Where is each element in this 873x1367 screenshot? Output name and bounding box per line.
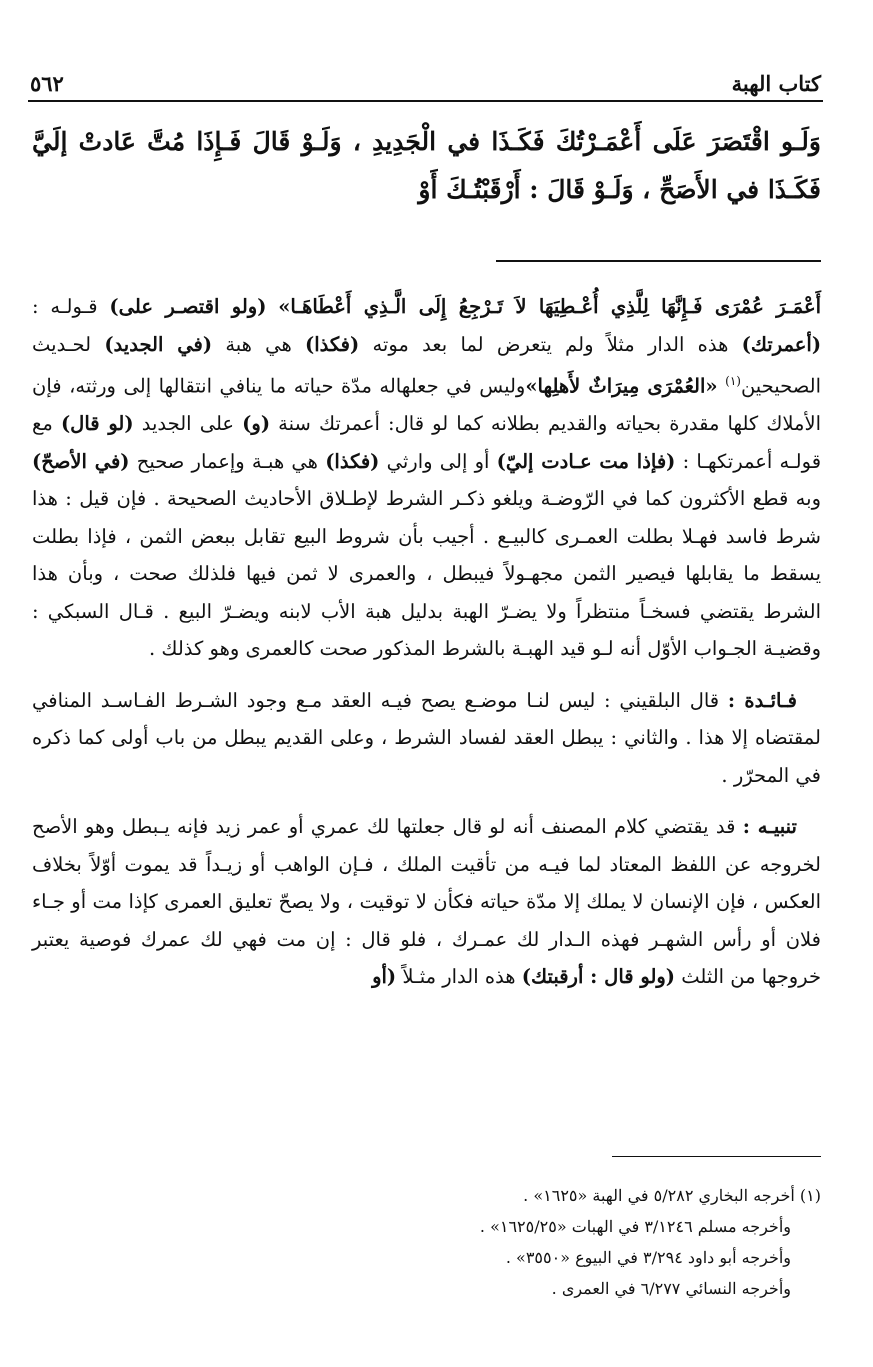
matn-text (32, 118, 821, 214)
matn-citation: (في الجديد) (104, 332, 213, 356)
running-header (30, 64, 821, 96)
book-title: كتاب الهبة (731, 71, 821, 96)
footnote-line: (١) أخرجه البخاري ٥/٢٨٢ في الهبة «١٦٢٥» . (523, 1186, 821, 1205)
footnote-reference[interactable]: (١) (725, 374, 741, 388)
commentary-paragraph-3: تنبيـه : قد يقتضي كلام المصنف أنه لو قال جعلتها لك عمري أو عمر زيد فإنه يـبطل وهو الأصح لخروجه عن اللفظ المعتاد لما فيـه من تأقيت الملك ، فـإن الواهب أو زيـداً قد يموت أوّلاً بخلاف العكس ، فإن الإنسان لا يملك إلا مدّة حياته فكأن لا توقيت ، ولا يصحّ تعليق العمرى كإذا مت أو جـاء فلان أو رأس الشهـر فهذه الـدار لك عمـرك ، فلو قال : إن مت فهي لك عمرك فوصية يعتبر خروجها من الثلث (ولو قال : أرقبتك) هذه الدار مثـلاً (أو (32, 815, 821, 988)
header-rule (28, 100, 823, 102)
footnotes (32, 1180, 821, 1304)
footnote-line: وأخرجه مسلم ٣/١٢٤٦ في الهبات «١٦٢٥/٢٥» . (479, 1217, 791, 1236)
matn-citation: (لو قال) (60, 412, 134, 435)
matn-citation: (ولو قال : أرقبتك) (521, 965, 676, 988)
matn-citation: (فإذا مت عـادت إليّ) (496, 449, 676, 473)
matn-line: وَلَـو اقْتَصَرَ عَلَى أَعْمَـرْتُكَ فَكَـذَا في الْجَدِيدِ ، وَلَـوْ قَالَ فَـإِذَا مُتَّ عَادتْ إلَيَّ فَكَـذَا في الأَصَحِّ ، وَلَـوْ قَالَ : أَرْقَبْتُـكَ أَوْ (32, 127, 821, 204)
footnote-line: وأخرجه النسائي ٦/٢٧٧ في العمرى . (551, 1279, 791, 1298)
matn-citation: (أعمرتك) (741, 332, 822, 356)
commentary-paragraph-2: فـائـدة : قال البلقيني : ليس لنـا موضـع يصح فيـه العقد مـع وجود الشـرط الفـاسـد المنافي لمقتضاه إلا هذا . والثاني : يبطل العقد لفساد الشرط ، وعلى القديم يبطل من باب أولى كما ذكره في المحرّر . (32, 688, 821, 787)
matn-citation: (في الأصحّ) (32, 449, 130, 473)
matn-separator (496, 260, 821, 262)
matn-citation: (أو (372, 965, 397, 988)
section-label: تنبيـه : (742, 815, 797, 838)
matn-citation: (فكذا) (325, 449, 380, 473)
commentary-paragraph-1: أَعْمَـرَ عُمْرَى فَـإِنَّهَا لِلَّذِي أُعْـطِيَهَا لاَ تَـرْجِعُ إِلَى الَّـذِي أَعْطَاهَـا» (ولو اقتصـر على) قـولـه : (أعمرتك) هذه الدار مثلاً ولم يتعرض لما بعد موته (فكذا) هي هبة (في الجديد) لحـديث الصحيحين$^{(١)}$ «العُمْرَى مِيرَاثٌ لأَهلِها»وليس في جعلهاله مدّة حياته ما ينافي انتقالها إلى ورثته، فإن الأملاك كلها مقدرة بحياته والقديم بطلانه كما لو قال: أعمرتك سنة (و) على الجديد (لو قال) مع قولـه أعمرتكهـا : (فإذا مت عـادت إليّ) أو إلى وارثي (فكذا) هي هبـة وإعمار صحيح (في الأصحّ) وبه قطع الأكثرون كما في الرّوضـة ويلغو ذكـر الشرط لإطـلاق الأحاديث الصحيحة . فإن قيل : هذا شرط فاسد فهـلا بطلت العمـرى كالبيـع . أجيب بأن شروط البيع تقابل ببعض الثمن ، فإذا بطلت يسقط ما يقابلها فيصير الثمن مجهـولاً فيبطل ، والعمرى لا ثمن فيها فلذلك صحت ، وبأن هذا الشرط يقتضي فسخـاً منتظراً ولا يضـرّ الهبة بدليل هبة الأب لابنه ويضـرّ البيع . قـال السبكي : وقضيـة الجـواب الأوّل أنه لـو قيد الهبـة بالشرط المذكور صحت كالعمرى وهو كذلك . (32, 295, 822, 660)
matn-citation: (ولو اقتصـر على) (109, 295, 267, 318)
section-label: فـائـدة : (727, 688, 798, 712)
footnote-line: وأخرجه أبو داود ٣/٢٩٤ في البيوع «٣٥٥٠» . (505, 1248, 791, 1267)
matn-citation: (و) (242, 412, 271, 435)
footnote-separator (612, 1156, 821, 1157)
hadith-quote: أَعْمَـرَ عُمْرَى فَـإِنَّهَا لِلَّذِي أُعْـطِيَهَا لاَ تَـرْجِعُ إِلَى الَّـذِي أَعْطَاهَـا» (278, 295, 822, 318)
matn-citation: (فكذا) (305, 332, 360, 356)
commentary-body (32, 288, 821, 1010)
page-number: ٥٦٢ (30, 71, 64, 96)
hadith-quote: «العُمْرَى مِيرَاثٌ لأَهلِها» (525, 374, 718, 398)
